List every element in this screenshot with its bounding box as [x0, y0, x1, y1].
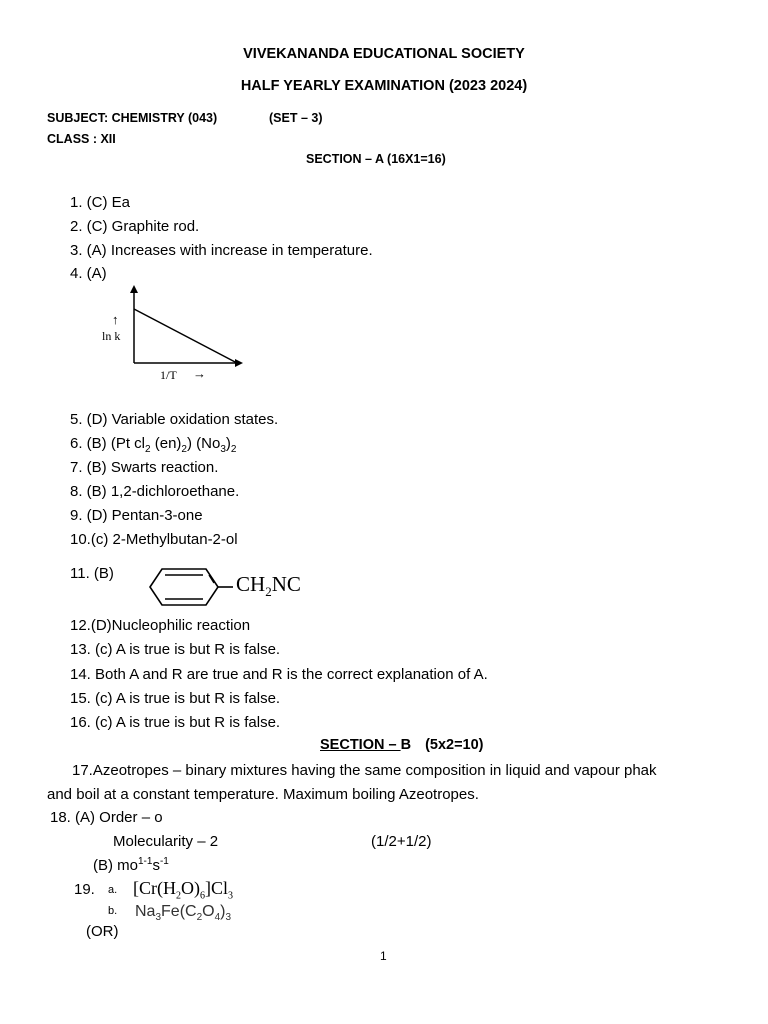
y-axis-arrow-icon [130, 285, 138, 293]
q19-b-formula: $Na_3Fe(C_2O_4)_3$ [135, 903, 232, 924]
answer-11: 11. (B) [70, 565, 114, 582]
q17-line-2: and boil at a constant temperature. Maximum boiling Azeotropes. [47, 786, 479, 803]
exam-title: HALF YEARLY EXAMINATION (2023 2024) [240, 78, 528, 94]
graph-line [134, 309, 237, 363]
q19-a-formula: $[Cr(H_2O)_6]Cl_3$ [133, 878, 234, 902]
q18-marks: (1/2+1/2) [371, 833, 432, 850]
section-b-heading: SECTION – B (5x2=10) [320, 737, 484, 753]
q18-units: (B) $mo^{1-1}s^{-1}$ [93, 856, 169, 874]
answer-10: 10.(c) 2-Methylbutan-2-ol [70, 531, 238, 548]
answer-9: 9. (D) Pentan-3-one [70, 507, 203, 524]
q17-line-1: 17.Azeotropes – binary mixtures having the same composition in liquid and vapour phak [72, 762, 657, 779]
set-label: (SET – 3) [269, 111, 323, 125]
answer-13: 13. (c) A is true is but R is false. [70, 641, 281, 658]
q19-b-label: b. [108, 905, 118, 917]
section-a-heading: SECTION – A (16X1=16) [306, 152, 446, 166]
answer-15: 15. (c) A is true is but R is false. [70, 690, 281, 707]
answer-14: 14. Both A and R are true and R is the correct explanation of A. [70, 666, 488, 683]
answer-1: 1. (C) Ea [70, 194, 131, 211]
class-line: CLASS : XII [47, 132, 116, 146]
q18-molecularity: Molecularity – 2 [113, 833, 219, 850]
q18-order: 18. (A) Order – o [50, 809, 163, 826]
answer-2: 2. (C) Graphite rod. [70, 218, 200, 235]
graph-x-arrow: → [193, 366, 206, 381]
school-name: VIVEKANANDA EDUCATIONAL SOCIETY [243, 46, 525, 62]
q19-or: (OR) [86, 923, 119, 940]
answer-7: 7. (B) Swarts reaction. [70, 459, 219, 476]
graph-y-arrow: ↑ [112, 312, 119, 327]
answer-6: 6. (B) (Pt $cl_2$ $(en)_2$) $(No_3)_2$ [70, 435, 237, 455]
answer-12: 12.(D)Nucleophilic reaction [70, 617, 251, 634]
q19-a-label: a. [108, 884, 118, 896]
answer-5: 5. (D) Variable oxidation states. [70, 411, 279, 428]
graph-xlabel: 1/T [160, 368, 177, 382]
benzyl-isocyanide-formula: $CH_2NC$ [236, 572, 301, 600]
q19-number: 19. [74, 881, 95, 898]
graph-ylabel: ln k [102, 329, 121, 343]
answer-3: 3. (A) Increases with increase in temperature. [70, 242, 373, 259]
subject-line: SUBJECT: CHEMISTRY (043) [47, 111, 218, 125]
answer-16: 16. (c) A is true is but R is false. [70, 714, 281, 731]
answer-8: 8. (B) 1,2-dichloroethane. [70, 483, 240, 500]
answer-4: 4. (A) [70, 265, 107, 282]
page-number: 1 [380, 949, 387, 963]
benzene-ring-icon [138, 566, 234, 608]
